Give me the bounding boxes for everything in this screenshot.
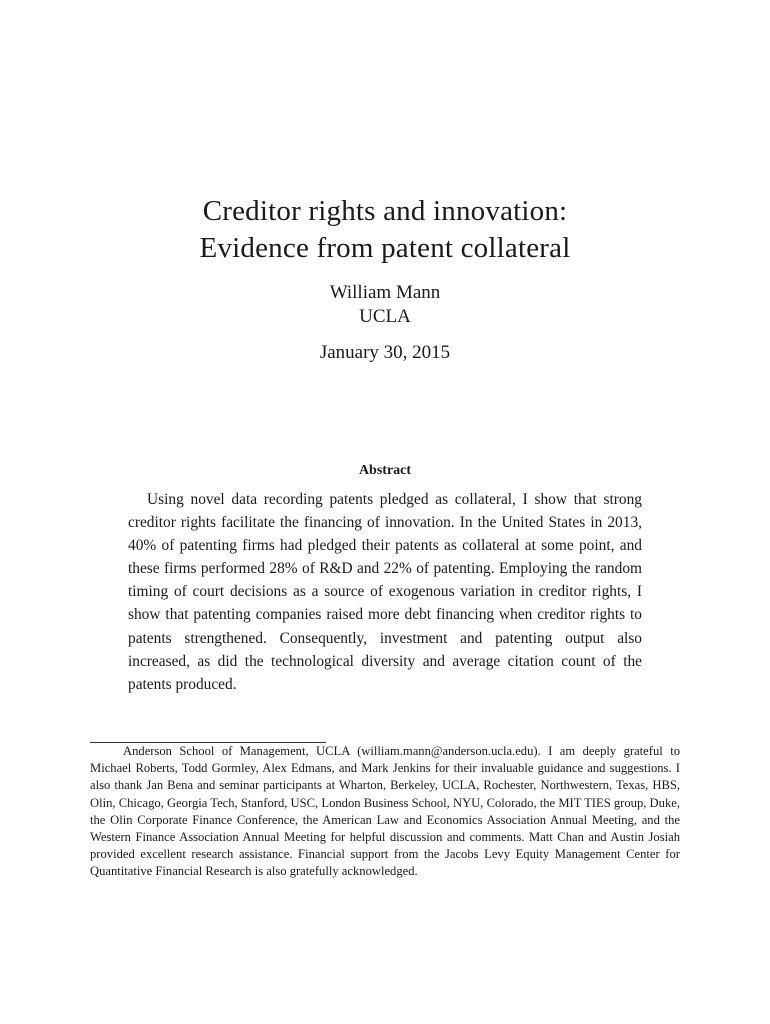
- abstract-body: Using novel data recording patents pledged as collateral, I show that strong creditor rights facilitate the financing of innovation. In the United States in 2013, 40% of patenting firms had pledged their patents as collateral at some point, and these firms performed 28% of R&D and 22% of patenting. Employing the random timing of court decisions as a source of exogenous variation in creditor rights, I show that patenting companies raised more debt financing when creditor rights to patents strengthened. Consequently, investment and patenting output also increased, as did the technological diversity and average citation count of the patents produced.: [128, 491, 642, 693]
- footnote: Anderson School of Management, UCLA (william.mann@anderson.ucla.edu). I am deeply grateful to Michael Roberts, Todd Gormley, Alex Edmans, and Mark Jenkins for their invaluable guidance and suggestions. I also thank Jan Bena and seminar participants at Wharton, Berkeley, UCLA, Rochester, Northwestern, Texas, HBS, Olin, Chicago, Georgia Tech, Stanford, USC, London Business School, NYU, Colorado, the MIT TIES group, Duke, the Olin Corporate Finance Conference, the American Law and Economics Association Annual Meeting, and the Western Finance Association Annual Meeting for helpful discussion and comments. Matt Chan and Austin Josiah provided excellent research assistance. Financial support from the Jacobs Levy Equity Management Center for Quantitative Financial Research is also gratefully acknowledged.: [90, 744, 680, 879]
- abstract-heading: Abstract: [358, 463, 412, 478]
- author-block: [0, 281, 770, 329]
- title-line-1: Creditor rights and innovation:: [202, 195, 568, 227]
- author-affiliation: UCLA: [359, 306, 411, 327]
- paper-date: January 30, 2015: [319, 342, 451, 363]
- author-name: William Mann: [329, 282, 441, 303]
- paper-title: [0, 193, 770, 267]
- title-line-2: Evidence from patent collateral: [199, 232, 571, 264]
